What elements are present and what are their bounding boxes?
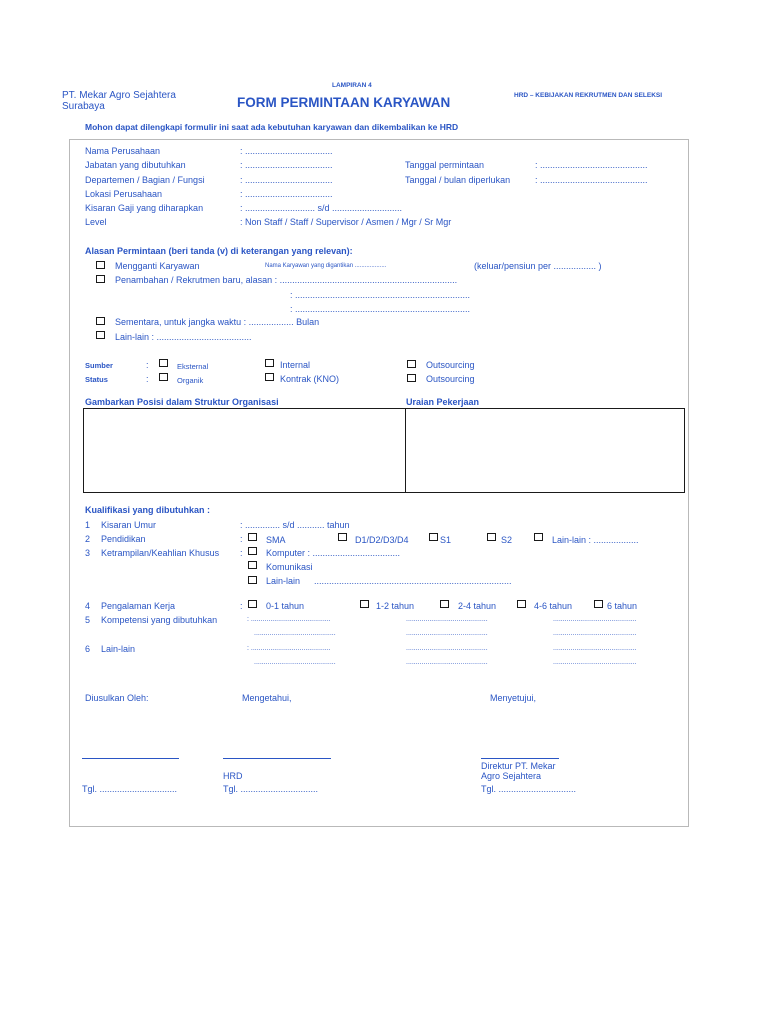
checkbox-d1-d4[interactable] — [338, 533, 347, 541]
num-2: 2 — [85, 534, 91, 544]
label-status-outsourcing: Outsourcing — [426, 374, 475, 384]
label-0-1-tahun: 0-1 tahun — [266, 601, 305, 611]
checkbox-lain-lain-alasan[interactable] — [96, 331, 105, 339]
label-level: Level — [85, 217, 107, 227]
num-1: 1 — [85, 520, 91, 530]
label-sma: SMA — [266, 535, 286, 545]
field-kisaran-gaji[interactable]: : ............................ s/d ............................ — [240, 203, 403, 213]
label-struktur-organisasi: Gambarkan Posisi dalam Struktur Organisasi — [85, 397, 279, 407]
label-diusulkan: Diusulkan Oleh: — [85, 693, 149, 703]
label-s2: S2 — [501, 535, 513, 545]
checkbox-s1[interactable] — [429, 533, 438, 541]
signature-line-diusulkan[interactable] — [82, 758, 179, 759]
field-nama-perusahaan[interactable]: : ................................... — [240, 146, 333, 156]
field-lain-2a[interactable]: .......................................... — [254, 659, 336, 666]
label-menyetujui: Menyetujui, — [490, 693, 537, 703]
field-level[interactable]: : Non Staff / Staff / Supervisor / Asmen / Mgr / Sr Mgr — [240, 217, 452, 227]
field-alasan-cont-2[interactable]: : ...................................................................... — [290, 304, 471, 314]
checkbox-penambahan[interactable] — [96, 275, 105, 283]
field-kompetensi-2c[interactable]: ........................................... — [553, 630, 637, 637]
field-kompetensi-1c[interactable]: ........................................... — [553, 616, 637, 623]
checkbox-s2[interactable] — [487, 533, 496, 541]
checkbox-lain-pendidikan[interactable] — [534, 533, 543, 541]
ketrampilan-colon: : — [240, 548, 243, 558]
pengalaman-colon: : — [240, 601, 243, 611]
kualifikasi-heading: Kualifikasi yang dibutuhkan : — [85, 505, 211, 515]
field-departemen[interactable]: : ................................... — [240, 175, 333, 185]
label-kontrak: Kontrak (KNO) — [280, 374, 340, 384]
label-uraian-pekerjaan: Uraian Pekerjaan — [406, 397, 480, 407]
checkbox-6-tahun[interactable] — [594, 600, 603, 608]
checkbox-internal[interactable] — [265, 359, 274, 367]
label-sementara: Sementara, untuk jangka waktu : .................. Bulan — [115, 317, 320, 327]
alasan-heading: Alasan Permintaan (beri tanda (v) di keterangan yang relevan): — [85, 246, 353, 256]
label-lain-lain-alasan: Lain-lain : ...................................... — [115, 332, 252, 342]
label-kisaran-gaji: Kisaran Gaji yang diharapkan — [85, 203, 204, 213]
label-4-6-tahun: 4-6 tahun — [534, 601, 573, 611]
field-kisaran-umur[interactable]: : .............. s/d ........... tahun — [240, 520, 350, 530]
checkbox-sumber-outsourcing[interactable] — [407, 360, 416, 368]
label-kompetensi: Kompetensi yang dibutuhkan — [101, 615, 218, 625]
label-direktur-line1: Direktur PT. Mekar — [481, 761, 556, 771]
label-tanggal-diperlukan: Tanggal / bulan diperlukan — [405, 175, 511, 185]
label-tanggal-permintaan: Tanggal permintaan — [405, 160, 485, 170]
company-name: PT. Mekar Agro Sejahtera — [62, 90, 176, 101]
checkbox-lain-ketrampilan[interactable] — [248, 576, 257, 584]
label-ketrampilan: Ketrampilan/Keahlian Khusus — [101, 548, 220, 558]
label-direktur-line2: Agro Sejahtera — [481, 771, 542, 781]
checkbox-0-1-tahun[interactable] — [248, 600, 257, 608]
field-kompetensi-1b[interactable]: .......................................... — [406, 616, 488, 623]
pendidikan-colon: : — [240, 534, 243, 544]
checkbox-mengganti[interactable] — [96, 261, 105, 269]
label-lain-pendidikan: Lain-lain : .................. — [552, 535, 639, 545]
label-komputer: Komputer : ................................... — [266, 548, 401, 558]
field-tanggal-permintaan[interactable]: : ........................................... — [535, 160, 648, 170]
checkbox-4-6-tahun[interactable] — [517, 600, 526, 608]
label-mengetahui: Mengetahui, — [242, 693, 292, 703]
checkbox-kontrak[interactable] — [265, 373, 274, 381]
note-nama-karyawan: Nama Karyawan yang digantikan ................... — [265, 263, 387, 269]
uraian-pekerjaan-box[interactable] — [405, 408, 685, 493]
field-alasan-cont-1[interactable]: : ...................................................................... — [290, 290, 471, 300]
field-tanggal-diperlukan[interactable]: : ........................................... — [535, 175, 648, 185]
company-city: Surabaya — [62, 101, 105, 112]
field-lokasi[interactable]: : ................................... — [240, 189, 333, 199]
label-lokasi: Lokasi Perusahaan — [85, 189, 163, 199]
field-lain-1b[interactable]: .......................................... — [406, 645, 488, 652]
label-d1-d4: D1/D2/D3/D4 — [355, 535, 409, 545]
field-tgl-diusulkan[interactable]: Tgl. ............................... — [82, 784, 178, 794]
num-4: 4 — [85, 601, 91, 611]
field-lain-2c[interactable]: ........................................... — [553, 659, 637, 666]
form-instruction: Mohon dapat dilengkapi formulir ini saat ada kebutuhan karyawan dan dikembalikan ke HRD — [85, 122, 459, 132]
field-jabatan[interactable]: : ................................... — [240, 160, 333, 170]
field-lain-1c[interactable]: ........................................... — [553, 645, 637, 652]
field-lain-1a[interactable]: : ......................................... — [247, 645, 331, 652]
label-lain-ketrampilan: Lain-lain — [266, 576, 301, 586]
signature-line-direktur[interactable] — [481, 758, 559, 759]
label-departemen: Departemen / Bagian / Fungsi — [85, 175, 205, 185]
checkbox-1-2-tahun[interactable] — [360, 600, 369, 608]
label-sumber: Sumber — [85, 361, 113, 370]
label-penambahan: Penambahan / Rekrutmen baru, alasan : ....................................................................... — [115, 275, 458, 285]
label-eksternal: Eksternal — [177, 362, 209, 371]
label-komunikasi: Komunikasi — [266, 562, 313, 572]
label-6-tahun: 6 tahun — [607, 601, 638, 611]
checkbox-eksternal[interactable] — [159, 359, 168, 367]
field-tgl-hrd[interactable]: Tgl. ............................... — [223, 784, 319, 794]
field-lain-2b[interactable]: .......................................... — [406, 659, 488, 666]
num-5: 5 — [85, 615, 91, 625]
form-title: FORM PERMINTAAN KARYAWAN — [237, 95, 451, 110]
sumber-colon: : — [146, 360, 149, 370]
field-kompetensi-2b[interactable]: .......................................... — [406, 630, 488, 637]
status-colon: : — [146, 374, 149, 384]
checkbox-komunikasi[interactable] — [248, 561, 257, 569]
lampiran-label: LAMPIRAN 4 — [332, 82, 372, 89]
label-1-2-tahun: 1-2 tahun — [376, 601, 415, 611]
field-tgl-direktur[interactable]: Tgl. ............................... — [481, 784, 577, 794]
signature-line-hrd[interactable] — [223, 758, 331, 759]
label-internal: Internal — [280, 360, 311, 370]
field-lain-ketrampilan[interactable]: ............................................................................... — [314, 576, 512, 586]
checkbox-organik[interactable] — [159, 373, 168, 381]
checkbox-status-outsourcing[interactable] — [407, 374, 416, 382]
document-reference: HRD – KEBIJAKAN REKRUTMEN DAN SELEKSI — [514, 92, 663, 99]
field-kompetensi-1a[interactable]: : ......................................... — [247, 616, 331, 623]
label-hrd: HRD — [223, 771, 243, 781]
label-pendidikan: Pendidikan — [101, 534, 146, 544]
label-mengganti: Mengganti Karyawan — [115, 261, 200, 271]
label-nama-perusahaan: Nama Perusahaan — [85, 146, 161, 156]
label-kisaran-umur: Kisaran Umur — [101, 520, 157, 530]
checkbox-2-4-tahun[interactable] — [440, 600, 449, 608]
label-organik: Organik — [177, 376, 204, 385]
checkbox-sementara[interactable] — [96, 317, 105, 325]
num-6: 6 — [85, 644, 91, 654]
checkbox-sma[interactable] — [248, 533, 257, 541]
label-sumber-outsourcing: Outsourcing — [426, 360, 475, 370]
num-3: 3 — [85, 548, 91, 558]
checkbox-komputer[interactable] — [248, 547, 257, 555]
label-status: Status — [85, 375, 108, 384]
field-kompetensi-2a[interactable]: .......................................... — [254, 630, 336, 637]
label-s1: S1 — [440, 535, 452, 545]
label-jabatan: Jabatan yang dibutuhkan — [85, 160, 186, 170]
field-keluar-pensiun[interactable]: (keluar/pensiun per ................. ) — [474, 261, 602, 271]
label-pengalaman: Pengalaman Kerja — [101, 601, 176, 611]
struktur-organisasi-box[interactable] — [83, 408, 406, 493]
label-2-4-tahun: 2-4 tahun — [458, 601, 497, 611]
label-lain-kualifikasi: Lain-lain — [101, 644, 136, 654]
